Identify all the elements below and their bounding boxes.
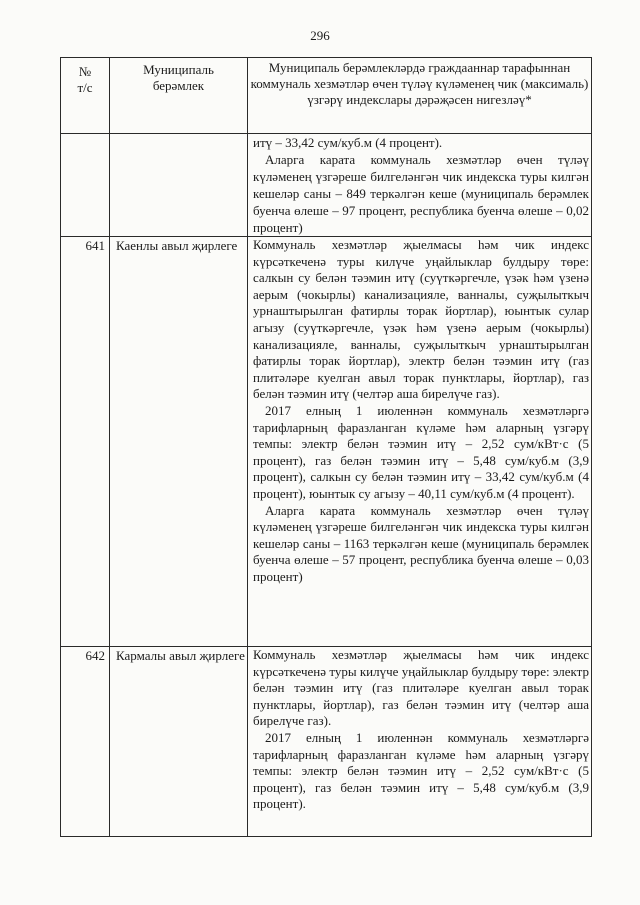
table-row [61,647,592,837]
header-number-cell [61,58,110,134]
table-row [61,237,592,647]
table-header-row [61,58,592,134]
row-municipality-cell [110,134,248,237]
row-paragraph: 2017 елның 1 июленнән коммуналь хезмәтләргә тарифларның фаразланган күләме һәм аларның үзгәрү темпы: электр белән тәэмин итү – 2,52 сум/кВт·с (5 процент), газ белән тәэмин итү – 5,48 сум/куб.м (3,9 процент), салкын су белән тәэмин итү – 33,42 сум/куб.м (4 процент), юынтык су агызу – 40,11 сум/куб.м (4 процент). [253,402,589,501]
row-paragraph: Коммуналь хезмәтләр җыелмасы һәм чик индекс күрсәткеченә туры килүче уңайлыклар булдыру төре: салкын су белән тәэмин итү (суүткәргечле, үзәк һәм үзенә аерым (чокырлы) канализацияле, ванналы, суҗылыткыч урнаштырылган фатирлы торак йортлар), юынтык сулар агызу (суүткәргечле, үзәк һәм үзенә аерым (чокырлы) канализацияле, ванналы, суҗылыткыч урнаштырылган фатирлы торак йортлар), электр белән тәэмин итү (газ плитәләре куелган авыл торак пунктлары, йортлар), газ белән тәэмин итү (челтәр аша бирелүче газ). [253,237,589,402]
row-basis-cell [248,134,592,237]
tariff-table [60,57,592,837]
header-municipality: Муниципаль берәмлек [143,62,214,93]
header-number: № т/с [77,64,93,95]
header-basis: Муниципаль берәмлекләрдә граждааннар тарафыннан коммуналь хезмәтләр өчен түләү күләменең чик (максималь) үзгәрү индекслары дәрәҗәсен нигезләү* [250,60,589,107]
row-paragraph: Аларга карата коммуналь хезмәтләр өчен түләү күләменең үзгәреше билгеләнгән чик индекска туры килгән кешеләр саны – 849 теркәлгән кеше (муниципаль берәмлек буенча өлеше – 97 процент, республика буенча өлеше – 0,02 процент) [253,152,589,235]
row-municipality [110,134,247,135]
page-number: 296 [310,28,330,43]
row-municipality: Каенлы авыл җирлеге [116,238,238,253]
table-row [61,134,592,237]
row-number: 641 [85,238,105,253]
row-number-cell [61,237,110,647]
header-municipality-cell [110,58,248,134]
header-basis-cell [248,58,592,134]
row-municipality-cell [110,237,248,647]
row-paragraph: 2017 елның 1 июленнән коммуналь хезмәтләргә тарифларның фаразланган күләме һәм аларның үзгәрү темпы: электр белән тәэмин итү – 2,52 сум/кВт·с (5 процент), газ белән тәэмин итү – 5,48 сум/куб.м (3,9 процент). [253,729,589,812]
row-municipality: Кармалы авыл җирлеге [116,648,245,663]
row-number-cell [61,134,110,237]
row-paragraph: Коммуналь хезмәтләр җыелмасы һәм чик индекс күрсәткеченә туры килүче уңайлыклар булдыру төре: электр белән тәэмин итү (газ плитәләре куелган авыл торак пунктлары, йортлар), газ белән тәэмин итү (челтәр аша бирелүче газ). [253,647,589,729]
row-number: 642 [85,648,105,663]
row-paragraph: итү – 33,42 сум/куб.м (4 процент). [253,135,443,150]
row-basis-cell [248,237,592,647]
row-number [61,134,109,135]
row-municipality-cell [110,647,248,837]
row-paragraph: Аларга карата коммуналь хезмәтләр өчен түләү күләменең үзгәреше билгеләнгән чик индекска туры килгән кешеләр саны – 1163 теркәлгән кеше (муниципаль берәмлек буенча өлеше – 57 процент, республика буенча өлеше – 0,03 процент) [253,502,589,584]
row-basis-cell [248,647,592,837]
row-number-cell [61,647,110,837]
